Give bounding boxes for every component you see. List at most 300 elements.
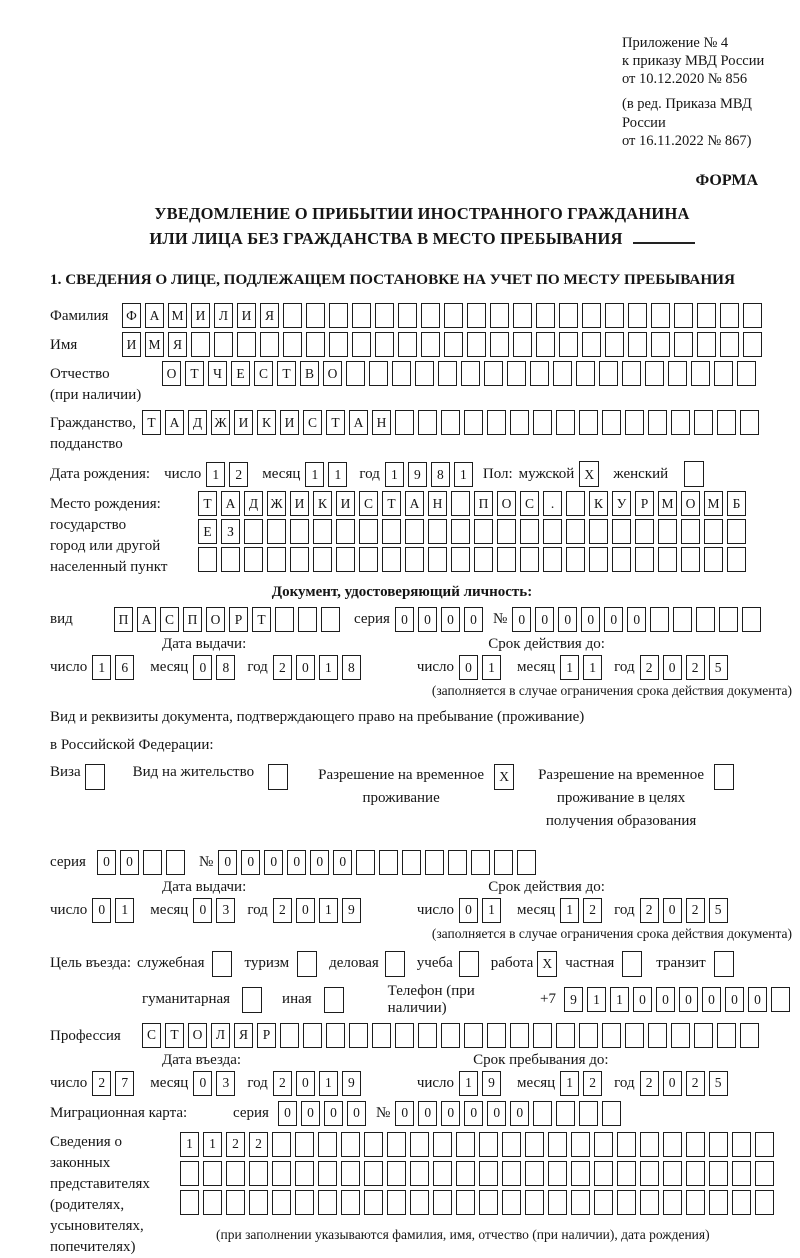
form-cell[interactable] xyxy=(533,410,552,435)
form-cell[interactable] xyxy=(663,1190,682,1215)
form-cell[interactable] xyxy=(714,951,734,977)
form-cell[interactable]: 2 xyxy=(686,1071,705,1096)
form-cell[interactable]: И xyxy=(234,410,253,435)
form-cell[interactable] xyxy=(244,547,263,572)
form-cell[interactable]: 2 xyxy=(640,1071,659,1096)
form-cell[interactable] xyxy=(359,547,378,572)
form-cell[interactable] xyxy=(684,461,704,487)
purpose-private-checkbox[interactable] xyxy=(622,951,646,977)
form-cell[interactable]: 2 xyxy=(273,1071,292,1096)
form-cell[interactable] xyxy=(313,519,332,544)
form-cell[interactable] xyxy=(645,361,664,386)
form-cell[interactable]: 1 xyxy=(583,655,602,680)
form-cell[interactable] xyxy=(658,547,677,572)
form-cell[interactable] xyxy=(280,1023,299,1048)
form-cell[interactable]: 1 xyxy=(610,987,629,1012)
form-cell[interactable] xyxy=(385,951,405,977)
form-cell[interactable]: 2 xyxy=(226,1132,245,1157)
form-cell[interactable] xyxy=(525,1132,544,1157)
form-cell[interactable] xyxy=(520,547,539,572)
form-cell[interactable]: И xyxy=(280,410,299,435)
form-cell[interactable] xyxy=(513,303,532,328)
form-cell[interactable] xyxy=(398,303,417,328)
form-cell[interactable]: А xyxy=(405,491,424,516)
form-cell[interactable]: 5 xyxy=(709,1071,728,1096)
form-cell[interactable] xyxy=(497,547,516,572)
form-cell[interactable] xyxy=(566,547,585,572)
form-cell[interactable] xyxy=(405,547,424,572)
form-cell[interactable] xyxy=(214,332,233,357)
form-cell[interactable]: Т xyxy=(142,410,161,435)
form-cell[interactable]: 0 xyxy=(296,655,315,680)
form-cell[interactable] xyxy=(382,519,401,544)
form-cell[interactable] xyxy=(502,1190,521,1215)
form-cell[interactable] xyxy=(571,1161,590,1186)
form-cell[interactable] xyxy=(582,303,601,328)
form-cell[interactable] xyxy=(556,1101,575,1126)
form-cell[interactable]: 0 xyxy=(296,1071,315,1096)
form-cell[interactable]: О xyxy=(188,1023,207,1048)
form-cell[interactable] xyxy=(456,1132,475,1157)
form-cell[interactable] xyxy=(681,547,700,572)
form-cell[interactable]: С xyxy=(520,491,539,516)
form-cell[interactable] xyxy=(329,332,348,357)
form-cell[interactable] xyxy=(674,332,693,357)
temporary-residence-education-checkbox[interactable] xyxy=(714,764,738,790)
sex-male-checkbox[interactable] xyxy=(579,461,603,487)
form-cell[interactable] xyxy=(533,1023,552,1048)
form-cell[interactable]: О xyxy=(162,361,181,386)
form-cell[interactable]: В xyxy=(300,361,319,386)
form-cell[interactable] xyxy=(336,547,355,572)
form-cell[interactable]: Я xyxy=(260,303,279,328)
form-cell[interactable] xyxy=(268,764,288,790)
form-cell[interactable] xyxy=(556,410,575,435)
form-cell[interactable]: 0 xyxy=(218,850,237,875)
form-cell[interactable] xyxy=(487,1023,506,1048)
form-cell[interactable] xyxy=(628,332,647,357)
form-cell[interactable]: Т xyxy=(198,491,217,516)
form-cell[interactable] xyxy=(410,1132,429,1157)
form-cell[interactable]: 0 xyxy=(193,655,212,680)
form-cell[interactable] xyxy=(372,1023,391,1048)
form-cell[interactable]: 2 xyxy=(583,898,602,923)
purpose-tourism-checkbox[interactable] xyxy=(297,951,321,977)
form-cell[interactable] xyxy=(525,1161,544,1186)
form-cell[interactable] xyxy=(640,1161,659,1186)
form-cell[interactable] xyxy=(249,1161,268,1186)
form-cell[interactable] xyxy=(510,410,529,435)
form-cell[interactable] xyxy=(602,410,621,435)
form-cell[interactable]: А xyxy=(165,410,184,435)
form-cell[interactable] xyxy=(295,1161,314,1186)
form-cell[interactable]: 0 xyxy=(441,1101,460,1126)
form-cell[interactable] xyxy=(290,519,309,544)
form-cell[interactable] xyxy=(295,1190,314,1215)
form-cell[interactable] xyxy=(536,303,555,328)
form-cell[interactable]: X xyxy=(579,461,599,487)
form-cell[interactable] xyxy=(375,332,394,357)
residence-permit-checkbox[interactable] xyxy=(268,764,292,790)
form-cell[interactable] xyxy=(717,1023,736,1048)
form-cell[interactable]: 5 xyxy=(709,655,728,680)
form-cell[interactable] xyxy=(571,1190,590,1215)
form-cell[interactable]: 0 xyxy=(679,987,698,1012)
form-cell[interactable] xyxy=(451,547,470,572)
form-cell[interactable] xyxy=(387,1132,406,1157)
form-cell[interactable] xyxy=(755,1161,774,1186)
form-cell[interactable]: Д xyxy=(188,410,207,435)
form-cell[interactable] xyxy=(433,1161,452,1186)
form-cell[interactable]: М xyxy=(704,491,723,516)
form-cell[interactable] xyxy=(543,519,562,544)
form-cell[interactable]: Ф xyxy=(122,303,141,328)
form-cell[interactable]: 0 xyxy=(748,987,767,1012)
form-cell[interactable] xyxy=(668,361,687,386)
form-cell[interactable] xyxy=(663,1161,682,1186)
form-cell[interactable]: 1 xyxy=(459,1071,478,1096)
form-cell[interactable] xyxy=(740,410,759,435)
form-cell[interactable] xyxy=(694,410,713,435)
form-cell[interactable]: 1 xyxy=(482,655,501,680)
form-cell[interactable] xyxy=(226,1190,245,1215)
form-cell[interactable]: 1 xyxy=(482,898,501,923)
form-cell[interactable] xyxy=(720,332,739,357)
form-cell[interactable]: Ж xyxy=(211,410,230,435)
phone-cells[interactable] xyxy=(564,987,794,1012)
form-cell[interactable]: 1 xyxy=(385,462,404,487)
form-cell[interactable] xyxy=(402,850,421,875)
form-cell[interactable] xyxy=(410,1161,429,1186)
form-cell[interactable] xyxy=(324,987,344,1013)
form-cell[interactable]: 0 xyxy=(464,1101,483,1126)
form-cell[interactable] xyxy=(474,519,493,544)
form-cell[interactable] xyxy=(579,1101,598,1126)
form-cell[interactable] xyxy=(651,303,670,328)
form-cell[interactable] xyxy=(548,1132,567,1157)
form-cell[interactable] xyxy=(553,361,572,386)
form-cell[interactable] xyxy=(267,519,286,544)
form-cell[interactable]: Я xyxy=(234,1023,253,1048)
form-cell[interactable] xyxy=(456,1190,475,1215)
form-cell[interactable] xyxy=(438,361,457,386)
form-cell[interactable]: 0 xyxy=(264,850,283,875)
form-cell[interactable]: П xyxy=(183,607,202,632)
form-cell[interactable] xyxy=(303,1023,322,1048)
form-cell[interactable]: 1 xyxy=(206,462,225,487)
form-cell[interactable] xyxy=(671,410,690,435)
form-cell[interactable] xyxy=(704,547,723,572)
form-cell[interactable] xyxy=(180,1190,199,1215)
form-cell[interactable]: 0 xyxy=(581,607,600,632)
form-cell[interactable] xyxy=(502,1161,521,1186)
form-cell[interactable] xyxy=(166,850,185,875)
form-cell[interactable] xyxy=(490,332,509,357)
form-cell[interactable]: И xyxy=(290,491,309,516)
form-cell[interactable]: Я xyxy=(168,332,187,357)
form-cell[interactable]: Е xyxy=(198,519,217,544)
form-cell[interactable] xyxy=(737,361,756,386)
form-cell[interactable] xyxy=(556,1023,575,1048)
form-cell[interactable]: 2 xyxy=(92,1071,111,1096)
form-cell[interactable]: 0 xyxy=(663,898,682,923)
purpose-transit-checkbox[interactable] xyxy=(714,951,738,977)
form-cell[interactable]: К xyxy=(257,410,276,435)
form-cell[interactable]: С xyxy=(142,1023,161,1048)
form-cell[interactable] xyxy=(612,519,631,544)
form-cell[interactable] xyxy=(697,332,716,357)
form-cell[interactable] xyxy=(471,850,490,875)
form-cell[interactable] xyxy=(594,1161,613,1186)
form-cell[interactable] xyxy=(433,1190,452,1215)
form-cell[interactable]: 0 xyxy=(395,607,414,632)
form-cell[interactable] xyxy=(502,1132,521,1157)
form-cell[interactable]: 0 xyxy=(333,850,352,875)
form-cell[interactable] xyxy=(418,1023,437,1048)
form-cell[interactable] xyxy=(663,1132,682,1157)
form-cell[interactable]: С xyxy=(160,607,179,632)
form-cell[interactable] xyxy=(244,519,263,544)
form-cell[interactable]: 2 xyxy=(686,898,705,923)
form-cell[interactable] xyxy=(461,361,480,386)
form-cell[interactable] xyxy=(479,1161,498,1186)
form-cell[interactable] xyxy=(617,1132,636,1157)
form-cell[interactable] xyxy=(318,1161,337,1186)
form-cell[interactable]: Р xyxy=(635,491,654,516)
form-cell[interactable] xyxy=(530,361,549,386)
form-cell[interactable] xyxy=(648,410,667,435)
form-cell[interactable]: 0 xyxy=(241,850,260,875)
purpose-business-checkbox[interactable] xyxy=(385,951,409,977)
form-cell[interactable]: 1 xyxy=(115,898,134,923)
form-cell[interactable]: О xyxy=(206,607,225,632)
form-cell[interactable] xyxy=(290,547,309,572)
form-cell[interactable] xyxy=(742,607,761,632)
form-cell[interactable] xyxy=(719,607,738,632)
form-cell[interactable] xyxy=(283,332,302,357)
form-cell[interactable] xyxy=(625,1023,644,1048)
form-cell[interactable] xyxy=(464,410,483,435)
form-cell[interactable]: 0 xyxy=(347,1101,366,1126)
form-cell[interactable] xyxy=(474,547,493,572)
form-cell[interactable] xyxy=(479,1132,498,1157)
form-cell[interactable] xyxy=(198,547,217,572)
form-cell[interactable]: Ч xyxy=(208,361,227,386)
form-cell[interactable] xyxy=(594,1190,613,1215)
form-cell[interactable] xyxy=(260,332,279,357)
form-cell[interactable]: 1 xyxy=(328,462,347,487)
form-cell[interactable]: 2 xyxy=(640,655,659,680)
form-cell[interactable] xyxy=(490,303,509,328)
form-cell[interactable] xyxy=(605,303,624,328)
form-cell[interactable] xyxy=(536,332,555,357)
form-cell[interactable]: 3 xyxy=(216,898,235,923)
form-cell[interactable] xyxy=(387,1190,406,1215)
form-cell[interactable]: 6 xyxy=(115,655,134,680)
form-cell[interactable] xyxy=(349,1023,368,1048)
form-cell[interactable]: 0 xyxy=(464,607,483,632)
form-cell[interactable]: 9 xyxy=(564,987,583,1012)
form-cell[interactable]: Л xyxy=(214,303,233,328)
form-cell[interactable] xyxy=(681,519,700,544)
form-cell[interactable] xyxy=(444,332,463,357)
form-cell[interactable]: М xyxy=(658,491,677,516)
form-cell[interactable] xyxy=(456,1161,475,1186)
form-cell[interactable]: 0 xyxy=(459,655,478,680)
form-cell[interactable] xyxy=(249,1190,268,1215)
form-cell[interactable] xyxy=(467,303,486,328)
form-cell[interactable]: 0 xyxy=(604,607,623,632)
form-cell[interactable] xyxy=(694,1023,713,1048)
form-cell[interactable] xyxy=(341,1161,360,1186)
form-cell[interactable] xyxy=(714,361,733,386)
form-cell[interactable] xyxy=(425,850,444,875)
form-cell[interactable] xyxy=(548,1161,567,1186)
form-cell[interactable] xyxy=(640,1132,659,1157)
form-cell[interactable] xyxy=(326,1023,345,1048)
form-cell[interactable] xyxy=(464,1023,483,1048)
form-cell[interactable] xyxy=(272,1190,291,1215)
form-cell[interactable]: 0 xyxy=(633,987,652,1012)
form-cell[interactable] xyxy=(714,764,734,790)
form-cell[interactable]: Т xyxy=(185,361,204,386)
form-cell[interactable]: К xyxy=(589,491,608,516)
form-cell[interactable] xyxy=(510,1023,529,1048)
form-cell[interactable]: Т xyxy=(277,361,296,386)
form-cell[interactable]: 0 xyxy=(395,1101,414,1126)
form-cell[interactable] xyxy=(622,951,642,977)
form-cell[interactable] xyxy=(717,410,736,435)
form-cell[interactable] xyxy=(579,410,598,435)
form-cell[interactable] xyxy=(686,1190,705,1215)
form-cell[interactable]: 1 xyxy=(319,655,338,680)
sex-female-checkbox[interactable] xyxy=(684,461,708,487)
form-cell[interactable] xyxy=(341,1190,360,1215)
form-cell[interactable] xyxy=(441,1023,460,1048)
form-cell[interactable] xyxy=(306,332,325,357)
form-cell[interactable]: Н xyxy=(372,410,391,435)
form-cell[interactable] xyxy=(85,764,105,790)
form-cell[interactable]: А xyxy=(145,303,164,328)
form-cell[interactable] xyxy=(405,519,424,544)
form-cell[interactable]: Е xyxy=(231,361,250,386)
form-cell[interactable] xyxy=(398,332,417,357)
form-cell[interactable]: Д xyxy=(244,491,263,516)
form-cell[interactable] xyxy=(686,1132,705,1157)
form-cell[interactable] xyxy=(267,547,286,572)
form-cell[interactable]: 1 xyxy=(560,898,579,923)
form-cell[interactable] xyxy=(221,547,240,572)
form-cell[interactable] xyxy=(283,303,302,328)
form-cell[interactable] xyxy=(628,303,647,328)
form-cell[interactable] xyxy=(709,1161,728,1186)
form-cell[interactable]: 1 xyxy=(560,655,579,680)
form-cell[interactable] xyxy=(497,519,516,544)
form-cell[interactable]: 0 xyxy=(418,1101,437,1126)
form-cell[interactable] xyxy=(559,332,578,357)
form-cell[interactable]: 0 xyxy=(459,898,478,923)
form-cell[interactable]: 0 xyxy=(193,898,212,923)
form-cell[interactable]: 2 xyxy=(583,1071,602,1096)
form-cell[interactable]: М xyxy=(168,303,187,328)
form-cell[interactable] xyxy=(640,1190,659,1215)
form-cell[interactable] xyxy=(720,303,739,328)
form-cell[interactable]: А xyxy=(137,607,156,632)
form-cell[interactable]: 0 xyxy=(97,850,116,875)
form-cell[interactable] xyxy=(543,547,562,572)
form-cell[interactable] xyxy=(295,1132,314,1157)
form-cell[interactable]: 0 xyxy=(725,987,744,1012)
form-cell[interactable]: 1 xyxy=(319,1071,338,1096)
form-cell[interactable] xyxy=(658,519,677,544)
form-cell[interactable] xyxy=(336,519,355,544)
form-cell[interactable] xyxy=(321,607,340,632)
form-cell[interactable]: М xyxy=(145,332,164,357)
form-cell[interactable]: 9 xyxy=(342,1071,361,1096)
form-cell[interactable]: 0 xyxy=(418,607,437,632)
form-cell[interactable] xyxy=(732,1161,751,1186)
form-cell[interactable] xyxy=(451,491,470,516)
form-cell[interactable]: 8 xyxy=(342,655,361,680)
form-cell[interactable] xyxy=(617,1161,636,1186)
form-cell[interactable] xyxy=(517,850,536,875)
form-cell[interactable] xyxy=(356,850,375,875)
form-cell[interactable]: А xyxy=(349,410,368,435)
form-cell[interactable] xyxy=(617,1190,636,1215)
form-cell[interactable] xyxy=(520,519,539,544)
form-cell[interactable]: Б xyxy=(727,491,746,516)
form-cell[interactable]: 9 xyxy=(408,462,427,487)
form-cell[interactable]: 1 xyxy=(180,1132,199,1157)
form-cell[interactable] xyxy=(313,547,332,572)
form-cell[interactable] xyxy=(487,410,506,435)
form-cell[interactable]: О xyxy=(497,491,516,516)
form-cell[interactable] xyxy=(410,1190,429,1215)
form-cell[interactable] xyxy=(691,361,710,386)
temporary-residence-checkbox[interactable] xyxy=(494,764,518,790)
form-cell[interactable] xyxy=(513,332,532,357)
form-cell[interactable] xyxy=(428,547,447,572)
form-cell[interactable] xyxy=(226,1161,245,1186)
form-cell[interactable] xyxy=(709,1132,728,1157)
purpose-other-checkbox[interactable] xyxy=(324,987,348,1013)
form-cell[interactable]: 8 xyxy=(216,655,235,680)
form-cell[interactable] xyxy=(743,303,762,328)
form-cell[interactable] xyxy=(589,547,608,572)
form-cell[interactable]: 0 xyxy=(310,850,329,875)
form-cell[interactable] xyxy=(346,361,365,386)
form-cell[interactable]: 0 xyxy=(627,607,646,632)
form-cell[interactable] xyxy=(237,332,256,357)
form-cell[interactable] xyxy=(297,951,317,977)
form-cell[interactable]: 0 xyxy=(487,1101,506,1126)
purpose-official-checkbox[interactable] xyxy=(212,951,236,977)
form-cell[interactable] xyxy=(484,361,503,386)
form-cell[interactable] xyxy=(605,332,624,357)
form-cell[interactable] xyxy=(298,607,317,632)
form-cell[interactable]: 0 xyxy=(441,607,460,632)
form-cell[interactable] xyxy=(696,607,715,632)
form-cell[interactable] xyxy=(507,361,526,386)
form-cell[interactable] xyxy=(602,1101,621,1126)
form-cell[interactable] xyxy=(479,1190,498,1215)
form-cell[interactable] xyxy=(743,332,762,357)
form-cell[interactable] xyxy=(392,361,411,386)
form-cell[interactable] xyxy=(602,1023,621,1048)
form-cell[interactable] xyxy=(318,1132,337,1157)
form-cell[interactable] xyxy=(755,1190,774,1215)
form-cell[interactable]: 2 xyxy=(229,462,248,487)
